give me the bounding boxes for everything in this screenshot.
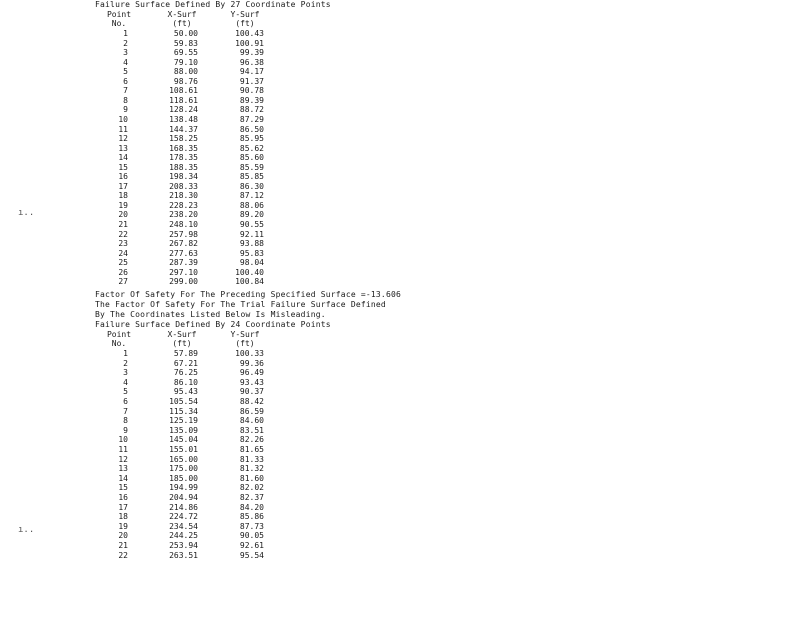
x-surf-value: 165.00 [169,454,198,464]
table-row [0,368,800,377]
y-surf-value: 86.59 [239,406,264,416]
x-surf-value: 238.20 [169,210,198,220]
y-surf-value: 96.38 [239,57,264,67]
y-surf-value: 92.61 [239,541,264,550]
table-row [0,277,800,286]
point-number: 2 [123,358,128,368]
point-number: 9 [123,425,128,435]
table-row [0,474,800,483]
x-surf-value: 204.94 [169,493,198,502]
y-surf-value: 91.37 [239,76,264,86]
point-number: 13 [118,464,128,474]
y-surf-value: 85.85 [239,172,264,182]
y-surf-value: 90.78 [239,86,264,96]
table-row [0,210,800,219]
x-surf-value: 145.04 [169,435,198,445]
table-row [0,551,800,560]
table-row [0,58,800,67]
table-row [0,426,800,435]
table-row [0,153,800,162]
y-surf-value: 82.37 [239,493,264,502]
x-surf-value: 214.86 [169,502,198,512]
section2-unit-point: No. [111,339,127,348]
y-surf-value: 85.86 [239,512,264,522]
table-row [0,96,800,105]
point-number: 18 [118,512,128,522]
y-surf-value: 100.43 [235,29,264,38]
x-surf-value: 59.83 [173,38,198,48]
table-row [0,455,800,464]
point-number: 8 [123,95,128,105]
y-surf-value: 89.20 [239,210,264,220]
x-surf-value: 144.37 [169,124,198,134]
table-row [0,29,800,38]
y-surf-value: 87.12 [239,191,264,201]
notice-line3: By The Coordinates Listed Below Is Misleading. [95,310,326,319]
point-number: 19 [118,200,128,210]
section2-unit-y: (ft) [235,339,255,348]
section2-col-x: X-Surf [167,330,197,339]
y-surf-value: 85.60 [239,153,264,163]
point-number: 7 [123,406,128,416]
y-surf-value: 90.55 [239,220,264,229]
y-surf-value: 81.32 [239,464,264,474]
y-surf-value: 100.84 [235,277,264,287]
table-row [0,522,800,531]
section1-unit-x: (ft) [172,19,192,28]
table-row [0,105,800,114]
point-number: 21 [118,541,128,550]
table-row [0,435,800,444]
y-surf-value: 99.39 [239,48,264,58]
table-row [0,493,800,502]
table-row [0,144,800,153]
y-surf-value: 81.33 [239,454,264,464]
point-number: 24 [118,248,128,258]
table-row [0,182,800,191]
point-number: 5 [123,67,128,77]
y-surf-value: 87.29 [239,114,264,124]
table-row [0,220,800,229]
section1-col-point: Point [106,10,132,19]
x-surf-value: 57.89 [173,349,198,358]
point-number: 9 [123,105,128,115]
point-number: 15 [118,483,128,493]
x-surf-value: 95.43 [173,387,198,397]
point-number: 6 [123,397,128,406]
y-surf-value: 92.11 [239,229,264,239]
x-surf-value: 267.82 [169,239,198,249]
point-number: 16 [118,493,128,502]
x-surf-value: 135.09 [169,425,198,435]
y-surf-value: 82.02 [239,483,264,493]
table-row [0,349,800,358]
table-row [0,67,800,76]
section1-title: Failure Surface Defined By 27 Coordinate Points [95,0,331,9]
x-surf-value: 297.10 [169,267,198,277]
y-surf-value: 99.36 [239,358,264,368]
x-surf-value: 69.55 [173,48,198,58]
table-row [0,258,800,267]
x-surf-value: 253.94 [169,541,198,550]
y-surf-value: 94.17 [239,67,264,77]
y-surf-value: 87.73 [239,521,264,531]
point-number: 4 [123,377,128,387]
y-surf-value: 100.91 [235,38,264,48]
y-surf-value: 82.26 [239,435,264,445]
point-number: 1 [123,29,128,38]
point-number: 10 [118,114,128,124]
table-row [0,191,800,200]
point-number: 11 [118,445,128,454]
table-row [0,230,800,239]
point-number: 22 [118,229,128,239]
x-surf-value: 188.35 [169,162,198,172]
table-row [0,407,800,416]
y-surf-value: 81.65 [239,445,264,454]
point-number: 20 [118,531,128,541]
section1-col-y: Y-Surf [230,10,260,19]
table-row [0,512,800,521]
point-number: 27 [118,277,128,287]
table-row [0,445,800,454]
notice-line1: Factor Of Safety For The Preceding Specified Surface =-13.606 [95,290,402,299]
table-row [0,541,800,550]
table-row [0,387,800,396]
y-surf-value: 98.04 [239,258,264,268]
table-row [0,77,800,86]
x-surf-value: 198.34 [169,172,198,182]
section1-col-x: X-Surf [167,10,197,19]
x-surf-value: 105.54 [169,397,198,406]
y-surf-value: 84.60 [239,416,264,426]
point-number: 21 [118,220,128,229]
x-surf-value: 228.23 [169,200,198,210]
x-surf-value: 208.33 [169,181,198,191]
point-number: 3 [123,368,128,378]
point-number: 26 [118,267,128,277]
x-surf-value: 158.25 [169,134,198,144]
x-surf-value: 108.61 [169,86,198,96]
point-number: 22 [118,550,128,560]
section1-unit-y: (ft) [235,19,255,28]
point-number: 17 [118,502,128,512]
x-surf-value: 257.98 [169,229,198,239]
x-surf-value: 67.21 [173,358,198,368]
x-surf-value: 299.00 [169,277,198,287]
point-number: 12 [118,454,128,464]
y-surf-value: 100.33 [235,349,264,358]
x-surf-value: 128.24 [169,105,198,115]
table-row [0,416,800,425]
point-number: 11 [118,124,128,134]
table-row [0,125,800,134]
y-surf-value: 93.43 [239,377,264,387]
scan-mark: ı.. [18,525,35,535]
x-surf-value: 168.35 [169,143,198,153]
x-surf-value: 155.01 [169,445,198,454]
point-number: 6 [123,76,128,86]
x-surf-value: 194.99 [169,483,198,493]
point-number: 13 [118,143,128,153]
y-surf-value: 86.30 [239,181,264,191]
point-number: 2 [123,38,128,48]
section2-col-point: Point [106,330,132,339]
x-surf-value: 287.39 [169,258,198,268]
x-surf-value: 234.54 [169,521,198,531]
table-row [0,115,800,124]
y-surf-value: 88.42 [239,397,264,406]
table-row [0,172,800,181]
section2-unit-x: (ft) [172,339,192,348]
x-surf-value: 178.35 [169,153,198,163]
table-row [0,201,800,210]
table-row [0,134,800,143]
y-surf-value: 95.83 [239,248,264,258]
y-surf-value: 88.06 [239,200,264,210]
point-number: 14 [118,473,128,483]
y-surf-value: 85.62 [239,143,264,153]
point-number: 10 [118,435,128,445]
x-surf-value: 86.10 [173,377,198,387]
table-row [0,48,800,57]
x-surf-value: 115.34 [169,406,198,416]
point-number: 17 [118,181,128,191]
y-surf-value: 96.49 [239,368,264,378]
y-surf-value: 85.59 [239,162,264,172]
table-row [0,249,800,258]
notice-line2: The Factor Of Safety For The Trial Failure Surface Defined [95,300,386,309]
section2-title: Failure Surface Defined By 24 Coordinate Points [95,320,331,329]
table-row [0,464,800,473]
x-surf-value: 138.48 [169,114,198,124]
point-number: 18 [118,191,128,201]
point-number: 19 [118,521,128,531]
table-row [0,86,800,95]
point-number: 3 [123,48,128,58]
point-number: 7 [123,86,128,96]
section1-unit-point: No. [111,19,127,28]
x-surf-value: 79.10 [173,57,198,67]
x-surf-value: 244.25 [169,531,198,541]
table-row [0,483,800,492]
y-surf-value: 81.60 [239,473,264,483]
y-surf-value: 86.50 [239,124,264,134]
x-surf-value: 98.76 [173,76,198,86]
point-number: 25 [118,258,128,268]
y-surf-value: 90.05 [239,531,264,541]
point-number: 16 [118,172,128,182]
x-surf-value: 125.19 [169,416,198,426]
x-surf-value: 263.51 [169,550,198,560]
table-row [0,39,800,48]
point-number: 8 [123,416,128,426]
y-surf-value: 85.95 [239,134,264,144]
scan-mark: ı.. [18,208,35,218]
table-row [0,503,800,512]
y-surf-value: 88.72 [239,105,264,115]
point-number: 12 [118,134,128,144]
x-surf-value: 118.61 [169,95,198,105]
y-surf-value: 89.39 [239,95,264,105]
table-row [0,378,800,387]
point-number: 1 [123,349,128,358]
x-surf-value: 175.00 [169,464,198,474]
x-surf-value: 76.25 [173,368,198,378]
table-row [0,531,800,540]
point-number: 20 [118,210,128,220]
table-row [0,268,800,277]
table-row [0,359,800,368]
y-surf-value: 90.37 [239,387,264,397]
y-surf-value: 83.51 [239,425,264,435]
y-surf-value: 93.88 [239,239,264,249]
point-number: 4 [123,57,128,67]
y-surf-value: 100.40 [235,267,264,277]
point-number: 15 [118,162,128,172]
x-surf-value: 50.00 [173,29,198,38]
point-number: 14 [118,153,128,163]
x-surf-value: 218.30 [169,191,198,201]
x-surf-value: 224.72 [169,512,198,522]
point-number: 23 [118,239,128,249]
table-row [0,163,800,172]
table-row [0,397,800,406]
y-surf-value: 84.20 [239,502,264,512]
section2-col-y: Y-Surf [230,330,260,339]
y-surf-value: 95.54 [239,550,264,560]
x-surf-value: 88.00 [173,67,198,77]
x-surf-value: 248.10 [169,220,198,229]
table-row [0,239,800,248]
point-number: 5 [123,387,128,397]
x-surf-value: 185.00 [169,473,198,483]
x-surf-value: 277.63 [169,248,198,258]
